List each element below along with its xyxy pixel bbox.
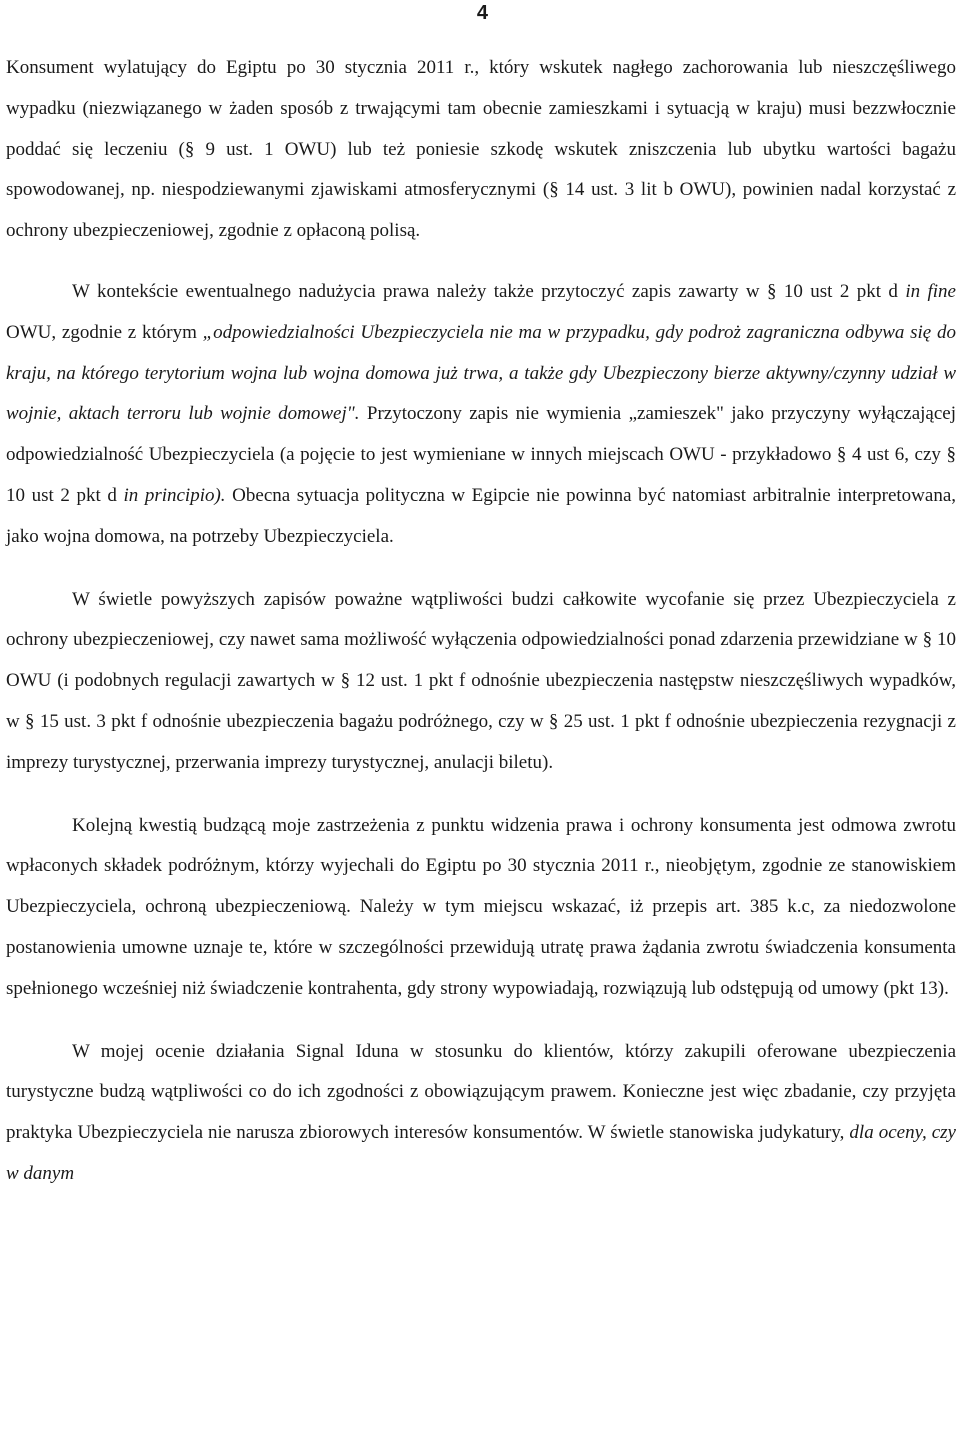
paragraph-2-text-1: W kontekście ewentualnego nadużycia prawa należy także przytoczyć zapis zawarty w § 10 ust 2 pkt d bbox=[72, 280, 906, 302]
paragraph-5-italic-1: dla oceny, czy w danym bbox=[6, 1122, 956, 1184]
document-body bbox=[6, 48, 956, 1195]
paragraph-2-text-3: Przytoczony zapis nie wymienia „zamieszek" jako przyczyny wyłączającej odpowiedzialność Ubezpieczyciela (a pojęcie to jest wymieniane w innych miejscach OWU - przykładowo § 4 ust 6, czy § 10 ust 2 pkt d bbox=[6, 403, 956, 506]
paragraph-2-quote: „odpowiedzialności Ubezpieczyciela nie ma w przypadku, gdy podroż zagraniczna odbywa się do kraju, na którego terytorium wojna lub wojna domowa już trwa, a także gdy Ubezpieczony bierze aktywny/czynny udział w wojnie, aktach terroru lub wojnie domowej". bbox=[6, 321, 956, 425]
paragraph-2-text-4: Obecna sytuacja polityczna w Egipcie nie powinna być natomiast arbitralnie interpretowana, jako wojna domowa, na potrzeby Ubezpieczyciela. bbox=[6, 484, 956, 547]
paragraph-2-italic-1: in fine bbox=[905, 280, 956, 302]
paragraph-3: W świetle powyższych zapisów poważne wątpliwości budzi całkowite wycofanie się przez Ubezpieczyciela z ochrony ubezpieczeniowej, czy nawet sama możliwość wyłączenia odpowiedzialności ponad zdarzenia przewidziane w § 10 OWU (i podobnych regulacji zawartych w § 12 ust. 1 pkt f odnośnie ubezpieczenia następstw nieszczęśliwych wypadków, w § 15 ust. 3 pkt f odnośnie ubezpieczenia bagażu podróżnego, czy w § 25 ust. 1 pkt f odnośnie ubezpieczenia rezygnacji z imprezy turystycznej, przerwania imprezy turystycznej, anulacji biletu). bbox=[6, 588, 956, 773]
page-number: 4 bbox=[476, 2, 488, 24]
paragraph-5 bbox=[6, 1032, 956, 1195]
paragraph-2-text-2: OWU, zgodnie z którym bbox=[6, 321, 203, 343]
paragraph-4: Kolejną kwestią budzącą moje zastrzeżenia z punktu widzenia prawa i ochrony konsumenta jest odmowa zwrotu wpłaconych składek podróżnym, którzy wyjechali do Egiptu po 30 stycznia 2011 r., nieobjętym, zgodnie ze stanowiskiem Ubezpieczyciela, ochroną ubezpieczeniową. Należy w tym miejscu wskazać, iż przepis art. 385 k.c, za niedozwolone postanowienia umowne uznaje te, które w szczególności przewidują utratę prawa żądania zwrotu świadczenia konsumenta spełnionego wcześniej niż świadczenie kontrahenta, gdy strony wypowiadają, rozwiązują lub odstępują od umowy (pkt 13). bbox=[6, 814, 956, 999]
paragraph-2-italic-2: in principio). bbox=[123, 484, 226, 506]
paragraph-5-text-1: W mojej ocenie działania Signal Iduna w stosunku do klientów, którzy zakupili oferowane ubezpieczenia turystyczne budzą wątpliwości co do ich zgodności z obowiązującym prawem. Konieczne jest więc zbadanie, czy przyjęta praktyka Ubezpieczyciela nie narusza zbiorowych interesów konsumentów. W świetle stanowiska judykatury, bbox=[6, 1040, 956, 1144]
paragraph-2 bbox=[6, 272, 956, 558]
paragraph-1: Konsument wylatujący do Egiptu po 30 stycznia 2011 r., który wskutek nagłego zachorowania lub nieszczęśliwego wypadku (niezwiązanego w żaden sposób z trwającymi tam obecnie zamieszkami i sytuacją w kraju) musi bezzwłocznie poddać się leczeniu (§ 9 ust. 1 OWU) lub też poniesie szkodę wskutek zniszczenia lub ubytku wartości bagażu spowodowanej, np. niespodziewanymi zjawiskami atmosferycznymi (§ 14 ust. 3 lit b OWU), powinien nadal korzystać z ochrony ubezpieczeniowej, zgodnie z opłaconą polisą. bbox=[6, 57, 956, 242]
